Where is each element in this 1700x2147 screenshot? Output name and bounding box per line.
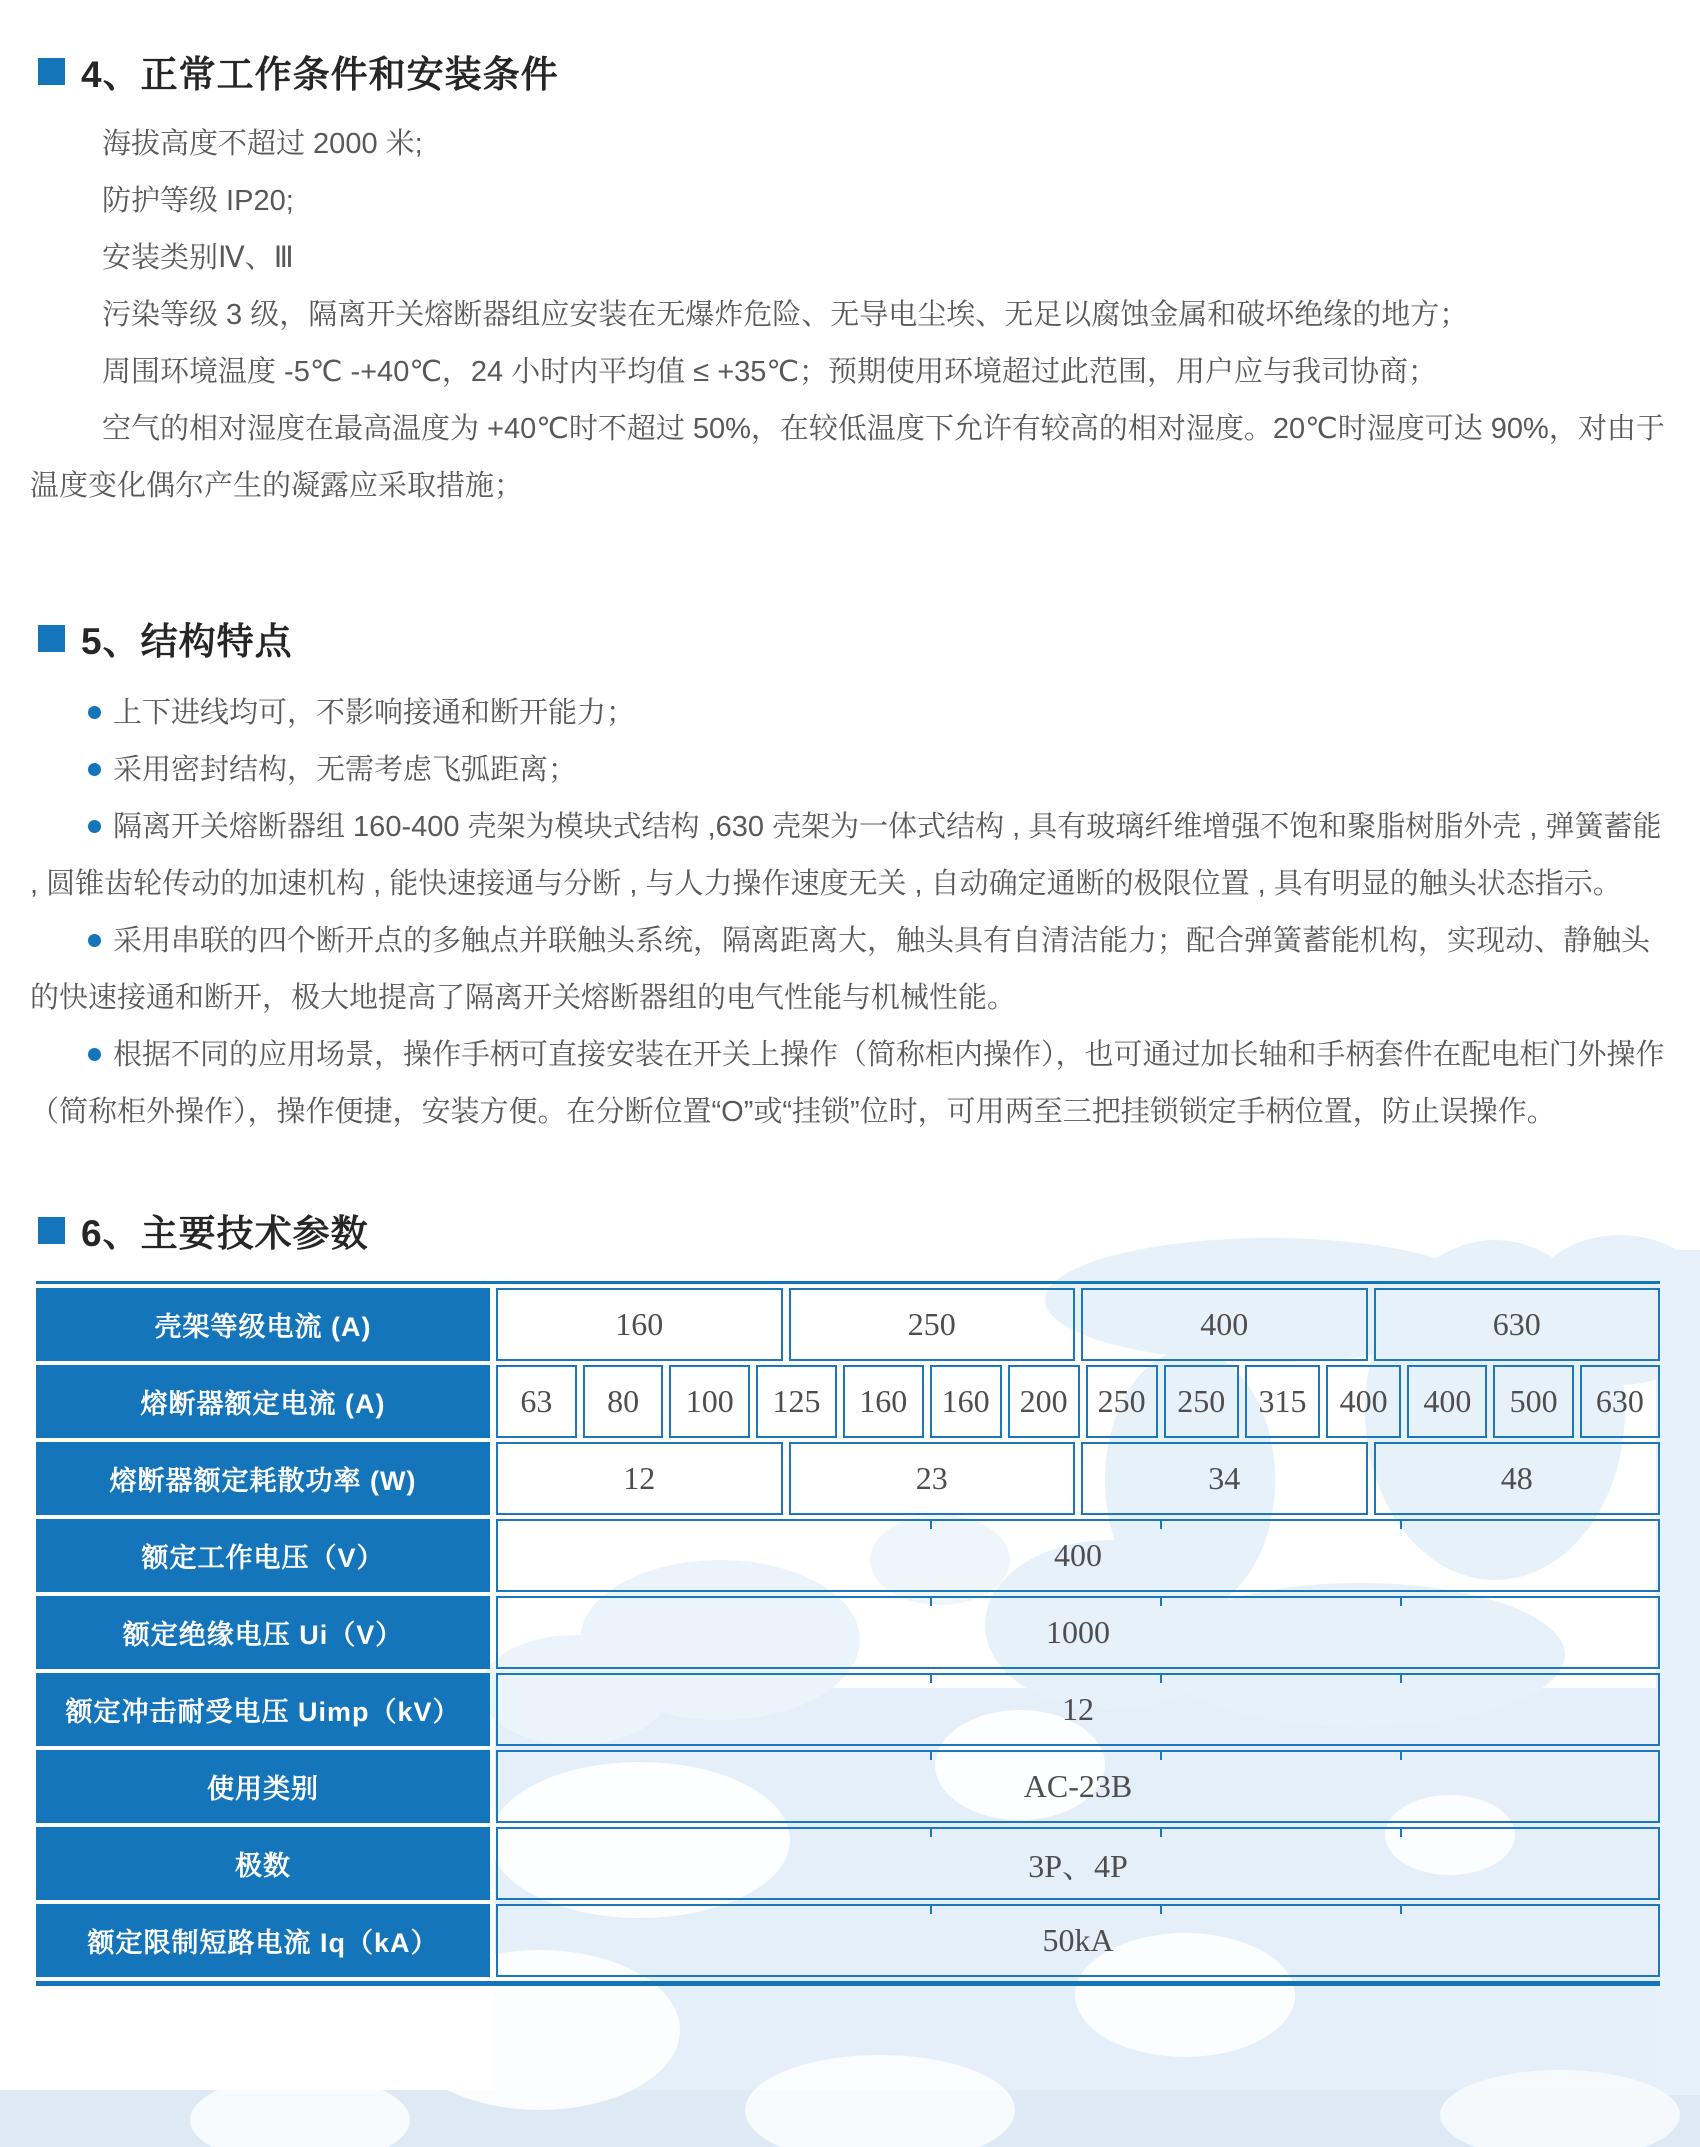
row-values [496, 1519, 1660, 1592]
bullet-dot-icon [88, 934, 101, 947]
row-label: 额定限制短路电流 Iq（kA） [36, 1904, 490, 1977]
value-cell: 200 [1008, 1365, 1080, 1438]
row-label: 使用类别 [36, 1750, 490, 1823]
row-values [496, 1750, 1660, 1823]
table-row [36, 1904, 1660, 1977]
section4-title: 4、正常工作条件和安装条件 [81, 54, 559, 95]
row-label: 熔断器额定电流 (A) [36, 1365, 490, 1438]
row-label: 熔断器额定耗散功率 (W) [36, 1442, 490, 1515]
table-top-rule [36, 1281, 1660, 1284]
bullet-dot-icon [88, 706, 101, 719]
table-row [36, 1596, 1660, 1669]
bullet-dot-icon [88, 1048, 101, 1061]
table-row [36, 1827, 1660, 1900]
bullet-text: 采用密封结构，无需考虑飞弧距离； [113, 754, 578, 786]
value-cell: 1000 [496, 1596, 1660, 1669]
table-row [36, 1519, 1660, 1592]
value-cell: 80 [583, 1365, 664, 1438]
table-row [36, 1673, 1660, 1746]
row-values [496, 1288, 1660, 1361]
section6-heading [38, 1203, 1700, 1257]
body-paragraph: 空气的相对湿度在最高温度为 +40℃时不超过 50%，在较低温度下允许有较高的相对湿度。20℃时湿度可达 90%，对由于温度变化偶尔产生的凝露应采取措施； [30, 413, 1665, 502]
value-cell: 400 [1407, 1365, 1487, 1438]
body-paragraph: 污染等级 3 级，隔离开关熔断器组应安装在无爆炸危险、无导电尘埃、无足以腐蚀金属和破坏绝缘的地方； [102, 299, 1469, 331]
value-cell: AC-23B [496, 1750, 1660, 1823]
feature-bullet [30, 685, 1666, 742]
table-row [36, 1750, 1660, 1823]
value-cell: 23 [789, 1442, 1076, 1515]
row-label: 额定冲击耐受电压 Uimp（kV） [36, 1673, 490, 1746]
value-cell: 125 [756, 1365, 837, 1438]
body-paragraph: 防护等级 IP20; [102, 185, 294, 217]
section4-heading [38, 44, 1700, 98]
bullet-dot-icon [88, 820, 101, 833]
heading-square-icon [38, 1217, 65, 1244]
bullet-dot-icon [88, 763, 101, 776]
bullet-text: 采用串联的四个断开点的多触点并联触头系统，隔离距离大，触头具有自清洁能力；配合弹簧蓄能机构，实现动、静触头的快速接通和断开，极大地提高了隔离开关熔断器组的电气性能与机械性能。 [30, 925, 1651, 1014]
row-values [496, 1673, 1660, 1746]
value-cell: 250 [1086, 1365, 1158, 1438]
value-cell: 100 [669, 1365, 750, 1438]
table-row [36, 1288, 1660, 1361]
value-cell: 160 [930, 1365, 1002, 1438]
table-row [36, 1365, 1660, 1438]
row-label: 极数 [36, 1827, 490, 1900]
value-cell: 630 [1374, 1288, 1661, 1361]
feature-bullet [30, 913, 1666, 1027]
value-cell: 3P、4P [496, 1827, 1660, 1900]
section6-title: 6、主要技术参数 [81, 1213, 369, 1254]
section5-heading [38, 611, 1700, 665]
body-paragraph: 安装类别Ⅳ、Ⅲ [102, 242, 294, 274]
cell-group-630 [1407, 1365, 1660, 1438]
table-bottom-rule [36, 1981, 1660, 1986]
bullet-text: 上下进线均可，不影响接通和断开能力； [113, 697, 636, 729]
row-label: 额定工作电压（V） [36, 1519, 490, 1592]
value-cell: 500 [1493, 1365, 1573, 1438]
section4-paragraphs [30, 116, 1666, 515]
cell-group-400 [1164, 1365, 1402, 1438]
value-cell: 34 [1081, 1442, 1368, 1515]
row-label: 壳架等级电流 (A) [36, 1288, 490, 1361]
table-row [36, 1442, 1660, 1515]
heading-square-icon [38, 58, 65, 85]
row-label: 额定绝缘电压 Ui（V） [36, 1596, 490, 1669]
row-values [496, 1827, 1660, 1900]
row-values [496, 1442, 1660, 1515]
feature-bullet [30, 1027, 1666, 1141]
bullet-text: 根据不同的应用场景，操作手柄可直接安装在开关上操作（简称柜内操作），也可通过加长轴和手柄套件在配电柜门外操作（简称柜外操作），操作便捷，安装方便。在分断位置“O”或“挂锁”位时，可用两至三把挂锁锁定手柄位置，防止误操作。 [30, 1039, 1665, 1128]
value-cell: 630 [1580, 1365, 1660, 1438]
cell-group-250 [930, 1365, 1158, 1438]
value-cell: 48 [1374, 1442, 1661, 1515]
value-cell: 12 [496, 1673, 1660, 1746]
value-cell: 250 [1164, 1365, 1239, 1438]
heading-square-icon [38, 625, 65, 652]
body-paragraph: 海拔高度不超过 2000 米; [102, 128, 423, 160]
bullet-text: 隔离开关熔断器组 160-400 壳架为模块式结构 ,630 壳架为一体式结构 , 具有玻璃纤维增强不饱和聚脂树脂外壳 , 弹簧蓄能 , 圆锥齿轮传动的加速机构 , 能快速接通与分断 , 与人力操作速度无关 , 自动确定通断的极限位置 , 具有明显的触头状态指示。 [30, 811, 1662, 900]
value-cell: 400 [496, 1519, 1660, 1592]
cell-group-160 [496, 1365, 924, 1438]
row-values [496, 1365, 1660, 1438]
value-cell: 400 [1081, 1288, 1368, 1361]
value-cell: 63 [496, 1365, 577, 1438]
value-cell: 12 [496, 1442, 783, 1515]
spec-table [36, 1281, 1660, 1986]
value-cell: 400 [1326, 1365, 1401, 1438]
row-values [496, 1596, 1660, 1669]
section5-title: 5、结构特点 [81, 621, 293, 662]
body-paragraph: 周围环境温度 -5℃ -+40℃，24 小时内平均值 ≤ +35℃；预期使用环境超过此范围，用户应与我司协商； [102, 356, 1437, 388]
feature-bullet [30, 742, 1666, 799]
value-cell: 250 [789, 1288, 1076, 1361]
value-cell: 315 [1245, 1365, 1320, 1438]
value-cell: 50kA [496, 1904, 1660, 1977]
value-cell: 160 [843, 1365, 924, 1438]
page-content [0, 44, 1700, 1986]
row-values [496, 1904, 1660, 1977]
feature-bullet [30, 799, 1666, 913]
section5-bullets [30, 685, 1666, 1141]
value-cell: 160 [496, 1288, 783, 1361]
